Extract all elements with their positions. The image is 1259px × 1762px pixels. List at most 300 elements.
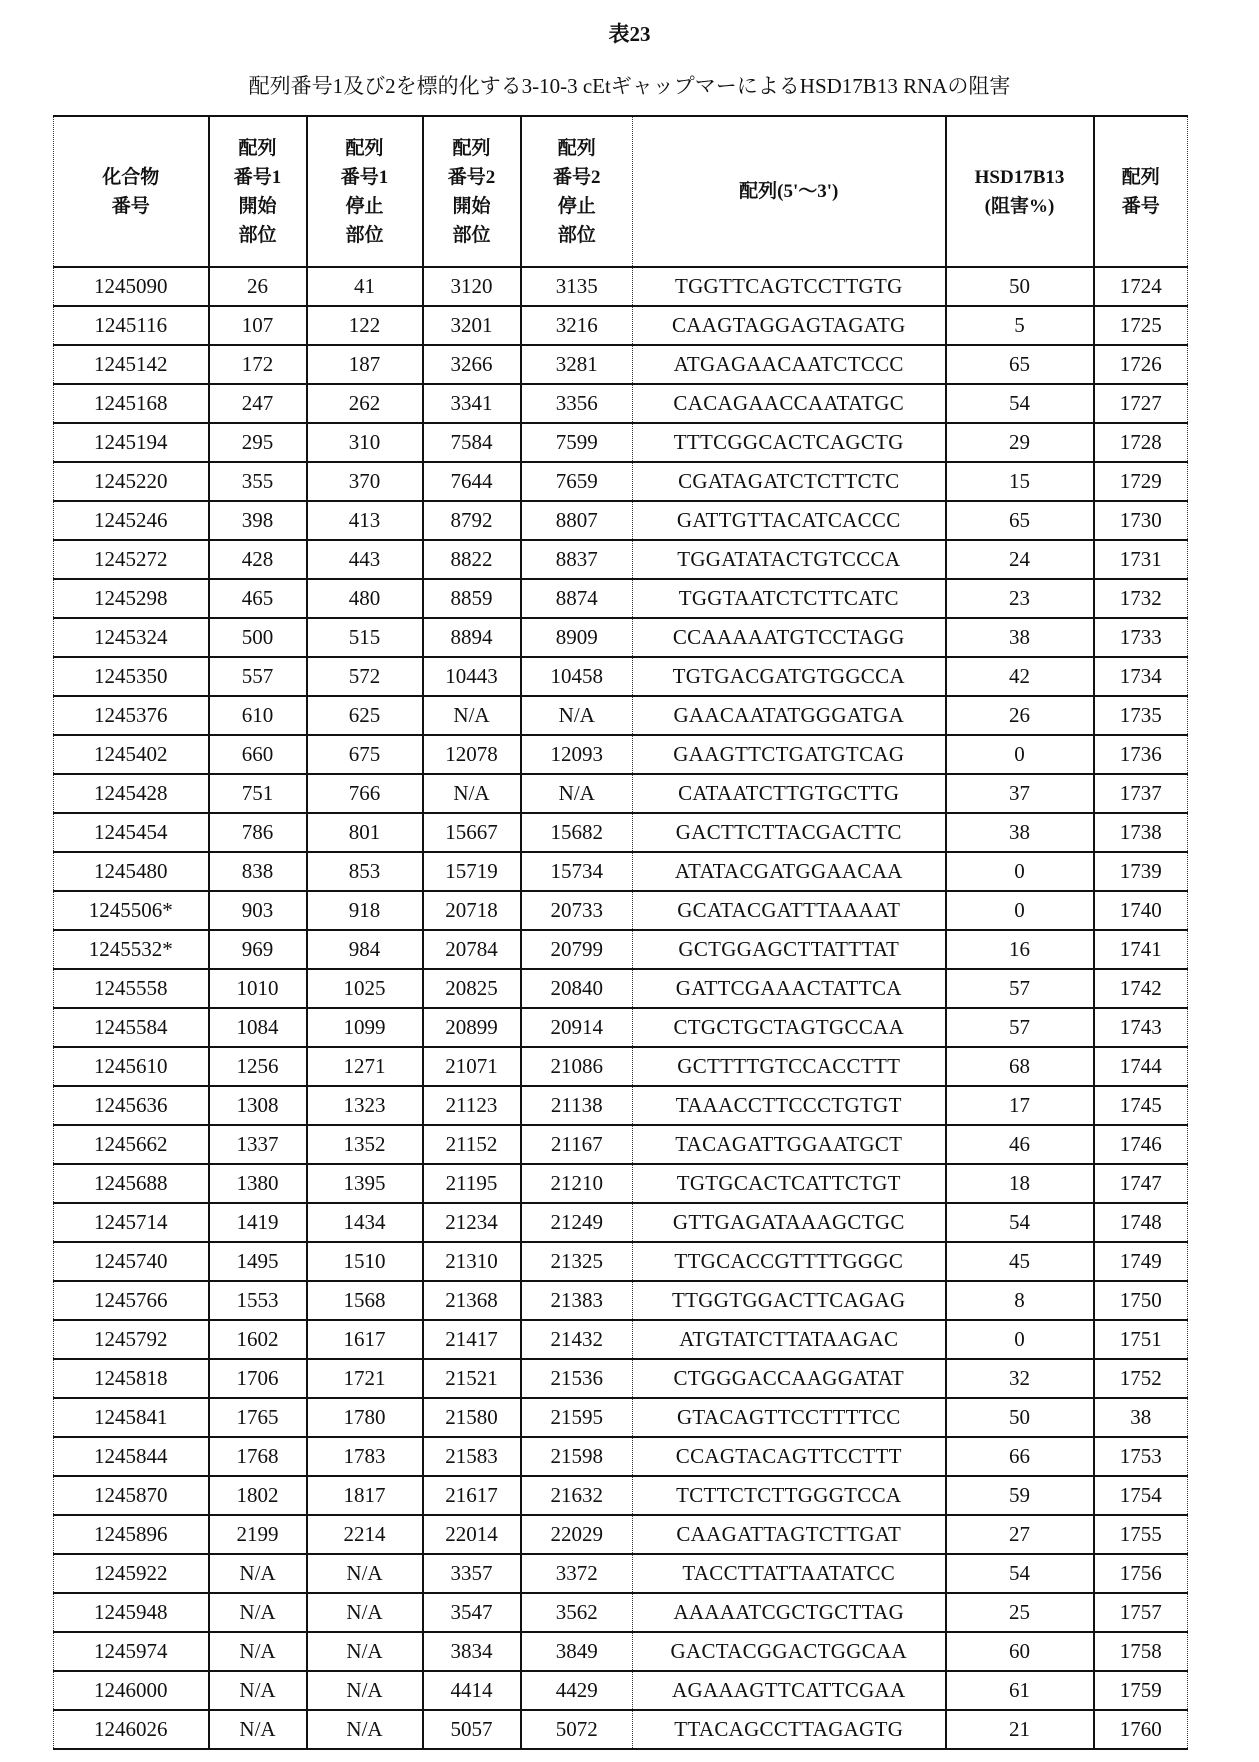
cell-seq1-start: 969 [209, 930, 307, 969]
cell-inhibition-percent: 38 [946, 813, 1094, 852]
cell-seq1-start: 355 [209, 462, 307, 501]
cell-compound-number: 1245688 [54, 1164, 209, 1203]
cell-seq1-stop: N/A [307, 1593, 423, 1632]
cell-seq2-start: 20784 [423, 930, 521, 969]
cell-seq1-start: 1337 [209, 1125, 307, 1164]
cell-compound-number: 1245870 [54, 1476, 209, 1515]
cell-inhibition-percent: 66 [946, 1437, 1094, 1476]
cell-inhibition-percent: 54 [946, 1554, 1094, 1593]
cell-seq2-stop: 7659 [521, 462, 633, 501]
cell-seq1-stop: 1271 [307, 1047, 423, 1086]
cell-seq-id-number: 1752 [1094, 1359, 1188, 1398]
cell-seq2-start: 7584 [423, 423, 521, 462]
table-title: 表23 [608, 22, 651, 46]
cell-inhibition-percent: 21 [946, 1710, 1094, 1749]
cell-seq2-stop: 8837 [521, 540, 633, 579]
cell-sequence: CATAATCTTGTGCTTG [633, 774, 946, 813]
cell-seq-id-number: 1728 [1094, 423, 1188, 462]
cell-inhibition-percent: 25 [946, 1593, 1094, 1632]
cell-seq-id-number: 1744 [1094, 1047, 1188, 1086]
cell-compound-number: 1245974 [54, 1632, 209, 1671]
table-row [54, 1086, 1188, 1125]
cell-sequence: TGGTAATCTCTTCATC [633, 579, 946, 618]
cell-seq2-start: 3120 [423, 267, 521, 306]
table-row [54, 579, 1188, 618]
cell-seq2-stop: 22029 [521, 1515, 633, 1554]
table-row [54, 1515, 1188, 1554]
table-row [54, 345, 1188, 384]
cell-seq1-stop: 625 [307, 696, 423, 735]
cell-seq2-start: 5057 [423, 1710, 521, 1749]
cell-seq1-start: 610 [209, 696, 307, 735]
cell-seq2-stop: 21595 [521, 1398, 633, 1437]
cell-seq2-stop: 4429 [521, 1671, 633, 1710]
table-row [54, 930, 1188, 969]
cell-compound-number: 1245246 [54, 501, 209, 540]
cell-seq2-start: 4414 [423, 1671, 521, 1710]
cell-seq-id-number: 1747 [1094, 1164, 1188, 1203]
cell-sequence: TTTCGGCACTCAGCTG [633, 423, 946, 462]
cell-seq1-stop: N/A [307, 1710, 423, 1749]
cell-compound-number: 1245558 [54, 969, 209, 1008]
table-row [54, 969, 1188, 1008]
header-seq1-start-site: 配列 番号1 開始 部位 [209, 116, 307, 267]
cell-inhibition-percent: 37 [946, 774, 1094, 813]
cell-seq-id-number: 1727 [1094, 384, 1188, 423]
cell-sequence: TACAGATTGGAATGCT [633, 1125, 946, 1164]
cell-seq1-start: 1706 [209, 1359, 307, 1398]
cell-seq2-start: 12078 [423, 735, 521, 774]
cell-seq2-start: 21417 [423, 1320, 521, 1359]
cell-seq1-start: 172 [209, 345, 307, 384]
cell-seq-id-number: 1726 [1094, 345, 1188, 384]
cell-sequence: CTGGGACCAAGGATAT [633, 1359, 946, 1398]
cell-sequence: ATATACGATGGAACAA [633, 852, 946, 891]
cell-seq2-stop: 3216 [521, 306, 633, 345]
cell-seq1-start: 557 [209, 657, 307, 696]
inhibition-data-table [53, 115, 1188, 1750]
cell-seq2-start: 21195 [423, 1164, 521, 1203]
cell-sequence: TACCTTATTAATATCC [633, 1554, 946, 1593]
cell-seq1-stop: 2214 [307, 1515, 423, 1554]
cell-seq-id-number: 1754 [1094, 1476, 1188, 1515]
cell-seq2-start: 3341 [423, 384, 521, 423]
cell-compound-number: 1245818 [54, 1359, 209, 1398]
cell-seq1-start: 1419 [209, 1203, 307, 1242]
cell-compound-number: 1245116 [54, 306, 209, 345]
cell-inhibition-percent: 57 [946, 969, 1094, 1008]
cell-seq1-stop: 1323 [307, 1086, 423, 1125]
cell-inhibition-percent: 16 [946, 930, 1094, 969]
header-inhibition-percent: HSD17B13 (阻害%) [946, 116, 1094, 267]
table-row [54, 852, 1188, 891]
cell-seq1-stop: 262 [307, 384, 423, 423]
cell-seq2-stop: 20840 [521, 969, 633, 1008]
cell-seq2-stop: 21632 [521, 1476, 633, 1515]
table-row [54, 1710, 1188, 1749]
cell-seq2-start: 21580 [423, 1398, 521, 1437]
cell-compound-number: 1245324 [54, 618, 209, 657]
cell-compound-number: 1245532* [54, 930, 209, 969]
cell-seq-id-number: 1750 [1094, 1281, 1188, 1320]
cell-sequence: TAAACCTTCCCTGTGT [633, 1086, 946, 1125]
cell-seq2-start: 21521 [423, 1359, 521, 1398]
cell-inhibition-percent: 27 [946, 1515, 1094, 1554]
table-row [54, 1632, 1188, 1671]
cell-seq2-start: 21617 [423, 1476, 521, 1515]
cell-seq1-stop: 1817 [307, 1476, 423, 1515]
cell-inhibition-percent: 0 [946, 735, 1094, 774]
cell-seq1-stop: 1721 [307, 1359, 423, 1398]
cell-sequence: TGTGACGATGTGGCCA [633, 657, 946, 696]
cell-seq-id-number: 1743 [1094, 1008, 1188, 1047]
cell-seq-id-number: 1730 [1094, 501, 1188, 540]
cell-inhibition-percent: 18 [946, 1164, 1094, 1203]
cell-compound-number: 1245792 [54, 1320, 209, 1359]
cell-seq1-start: 1495 [209, 1242, 307, 1281]
cell-seq2-start: 20718 [423, 891, 521, 930]
cell-seq1-start: N/A [209, 1671, 307, 1710]
cell-seq1-start: 1765 [209, 1398, 307, 1437]
table-row [54, 813, 1188, 852]
cell-sequence: TTACAGCCTTAGAGTG [633, 1710, 946, 1749]
cell-seq1-stop: 413 [307, 501, 423, 540]
table-row [54, 1008, 1188, 1047]
cell-seq-id-number: 1748 [1094, 1203, 1188, 1242]
cell-seq2-start: 15719 [423, 852, 521, 891]
cell-seq2-stop: 12093 [521, 735, 633, 774]
cell-seq1-stop: 1783 [307, 1437, 423, 1476]
cell-seq1-stop: N/A [307, 1554, 423, 1593]
cell-sequence: CACAGAACCAATATGC [633, 384, 946, 423]
cell-inhibition-percent: 50 [946, 267, 1094, 306]
cell-seq2-start: N/A [423, 774, 521, 813]
cell-compound-number: 1245922 [54, 1554, 209, 1593]
cell-inhibition-percent: 45 [946, 1242, 1094, 1281]
cell-seq2-start: 21368 [423, 1281, 521, 1320]
cell-seq1-start: 1256 [209, 1047, 307, 1086]
cell-compound-number: 1245740 [54, 1242, 209, 1281]
cell-sequence: TTGCACCGTTTTGGGC [633, 1242, 946, 1281]
cell-seq-id-number: 1742 [1094, 969, 1188, 1008]
header-compound-number: 化合物 番号 [54, 116, 209, 267]
cell-seq2-stop: 21536 [521, 1359, 633, 1398]
header-seq2-start-site: 配列 番号2 開始 部位 [423, 116, 521, 267]
cell-compound-number: 1245168 [54, 384, 209, 423]
table-row [54, 774, 1188, 813]
cell-compound-number: 1245896 [54, 1515, 209, 1554]
table-row [54, 657, 1188, 696]
cell-seq-id-number: 1739 [1094, 852, 1188, 891]
cell-sequence: ATGTATCTTATAAGAC [633, 1320, 946, 1359]
cell-seq1-stop: 1352 [307, 1125, 423, 1164]
cell-compound-number: 1245844 [54, 1437, 209, 1476]
cell-seq2-stop: 20733 [521, 891, 633, 930]
cell-seq2-stop: 15734 [521, 852, 633, 891]
table-row [54, 1437, 1188, 1476]
cell-seq2-stop: 8909 [521, 618, 633, 657]
cell-seq2-stop: 5072 [521, 1710, 633, 1749]
cell-sequence: GATTCGAAACTATTCA [633, 969, 946, 1008]
cell-inhibition-percent: 5 [946, 306, 1094, 345]
cell-inhibition-percent: 17 [946, 1086, 1094, 1125]
cell-compound-number: 1245142 [54, 345, 209, 384]
cell-seq1-start: 660 [209, 735, 307, 774]
cell-seq2-stop: 3135 [521, 267, 633, 306]
cell-seq2-start: 20899 [423, 1008, 521, 1047]
cell-seq1-start: 428 [209, 540, 307, 579]
cell-compound-number: 1245714 [54, 1203, 209, 1242]
cell-sequence: GTACAGTTCCTTTTCC [633, 1398, 946, 1437]
cell-seq1-stop: 572 [307, 657, 423, 696]
cell-seq2-stop: 21167 [521, 1125, 633, 1164]
cell-sequence: CGATAGATCTCTTCTC [633, 462, 946, 501]
cell-sequence: GTTGAGATAAAGCTGC [633, 1203, 946, 1242]
cell-seq1-stop: 766 [307, 774, 423, 813]
cell-sequence: CCAAAAATGTCCTAGG [633, 618, 946, 657]
table-row [54, 267, 1188, 306]
header-seq2-stop-site: 配列 番号2 停止 部位 [521, 116, 633, 267]
cell-seq-id-number: 1725 [1094, 306, 1188, 345]
cell-compound-number: 1245090 [54, 267, 209, 306]
cell-compound-number: 1245662 [54, 1125, 209, 1164]
cell-seq-id-number: 1756 [1094, 1554, 1188, 1593]
cell-sequence: GACTTCTTACGACTTC [633, 813, 946, 852]
cell-seq2-stop: 8874 [521, 579, 633, 618]
cell-seq2-stop: N/A [521, 774, 633, 813]
table-row [54, 1593, 1188, 1632]
cell-sequence: AGAAAGTTCATTCGAA [633, 1671, 946, 1710]
cell-seq1-start: 465 [209, 579, 307, 618]
cell-sequence: AAAAATCGCTGCTTAG [633, 1593, 946, 1632]
cell-seq-id-number: 1732 [1094, 579, 1188, 618]
table-row [54, 1320, 1188, 1359]
table-row [54, 384, 1188, 423]
cell-seq2-start: 7644 [423, 462, 521, 501]
cell-sequence: CCAGTACAGTTCCTTT [633, 1437, 946, 1476]
cell-sequence: GAACAATATGGGATGA [633, 696, 946, 735]
cell-compound-number: 1245350 [54, 657, 209, 696]
cell-seq-id-number: 1736 [1094, 735, 1188, 774]
cell-seq2-start: 21071 [423, 1047, 521, 1086]
cell-seq1-start: N/A [209, 1554, 307, 1593]
cell-inhibition-percent: 0 [946, 852, 1094, 891]
cell-seq1-stop: N/A [307, 1632, 423, 1671]
cell-compound-number: 1245220 [54, 462, 209, 501]
cell-seq2-start: 3201 [423, 306, 521, 345]
cell-sequence: GCTTTTGTCCACCTTT [633, 1047, 946, 1086]
cell-inhibition-percent: 8 [946, 1281, 1094, 1320]
cell-seq2-stop: 21249 [521, 1203, 633, 1242]
cell-compound-number: 1245454 [54, 813, 209, 852]
cell-compound-number: 1245948 [54, 1593, 209, 1632]
cell-seq2-stop: 15682 [521, 813, 633, 852]
header-row [54, 116, 1188, 267]
cell-seq1-stop: 1395 [307, 1164, 423, 1203]
table-caption: 配列番号1及び2を標的化する3-10-3 cEtギャップマーによるHSD17B13 RNAの阻害 [248, 74, 1011, 98]
cell-seq1-stop: 122 [307, 306, 423, 345]
cell-compound-number: 1245610 [54, 1047, 209, 1086]
cell-seq2-start: 10443 [423, 657, 521, 696]
cell-seq-id-number: 1758 [1094, 1632, 1188, 1671]
table-row [54, 462, 1188, 501]
cell-compound-number: 1245766 [54, 1281, 209, 1320]
cell-seq-id-number: 1734 [1094, 657, 1188, 696]
cell-seq2-start: 21234 [423, 1203, 521, 1242]
cell-seq-id-number: 1729 [1094, 462, 1188, 501]
cell-seq1-start: 2199 [209, 1515, 307, 1554]
cell-seq2-start: 8822 [423, 540, 521, 579]
cell-seq1-stop: 1510 [307, 1242, 423, 1281]
cell-inhibition-percent: 65 [946, 501, 1094, 540]
cell-seq-id-number: 1751 [1094, 1320, 1188, 1359]
cell-seq2-stop: 21086 [521, 1047, 633, 1086]
cell-seq2-stop: 7599 [521, 423, 633, 462]
cell-seq-id-number: 38 [1094, 1398, 1188, 1437]
cell-seq1-start: 1768 [209, 1437, 307, 1476]
table-row [54, 696, 1188, 735]
table-row [54, 501, 1188, 540]
cell-sequence: GATTGTTACATCACCC [633, 501, 946, 540]
cell-sequence: TTGGTGGACTTCAGAG [633, 1281, 946, 1320]
header-seq1-stop-site: 配列 番号1 停止 部位 [307, 116, 423, 267]
cell-inhibition-percent: 0 [946, 891, 1094, 930]
table-row [54, 540, 1188, 579]
cell-seq2-stop: 21138 [521, 1086, 633, 1125]
table-row [54, 306, 1188, 345]
cell-inhibition-percent: 54 [946, 1203, 1094, 1242]
table-row [54, 1398, 1188, 1437]
cell-compound-number: 1245272 [54, 540, 209, 579]
cell-sequence: GACTACGGACTGGCAA [633, 1632, 946, 1671]
cell-sequence: CAAGATTAGTCTTGAT [633, 1515, 946, 1554]
cell-seq-id-number: 1733 [1094, 618, 1188, 657]
cell-seq1-start: 398 [209, 501, 307, 540]
cell-sequence: TGGATATACTGTCCCA [633, 540, 946, 579]
cell-inhibition-percent: 32 [946, 1359, 1094, 1398]
cell-sequence: ATGAGAACAATCTCCC [633, 345, 946, 384]
cell-seq1-start: 295 [209, 423, 307, 462]
cell-seq1-stop: 370 [307, 462, 423, 501]
cell-seq2-stop: 3562 [521, 1593, 633, 1632]
cell-seq1-start: 1602 [209, 1320, 307, 1359]
cell-compound-number: 1245428 [54, 774, 209, 813]
cell-compound-number: 1246000 [54, 1671, 209, 1710]
cell-seq2-stop: 20799 [521, 930, 633, 969]
cell-seq-id-number: 1753 [1094, 1437, 1188, 1476]
cell-inhibition-percent: 57 [946, 1008, 1094, 1047]
cell-seq1-stop: N/A [307, 1671, 423, 1710]
cell-seq1-start: 1010 [209, 969, 307, 1008]
cell-inhibition-percent: 24 [946, 540, 1094, 579]
header-sequence: 配列(5'〜3') [633, 116, 946, 267]
cell-seq-id-number: 1760 [1094, 1710, 1188, 1749]
cell-inhibition-percent: 42 [946, 657, 1094, 696]
cell-seq2-start: 3834 [423, 1632, 521, 1671]
cell-seq1-start: 247 [209, 384, 307, 423]
cell-seq1-start: N/A [209, 1632, 307, 1671]
cell-inhibition-percent: 68 [946, 1047, 1094, 1086]
table-row [54, 1476, 1188, 1515]
cell-compound-number: 1245298 [54, 579, 209, 618]
cell-seq1-stop: 515 [307, 618, 423, 657]
cell-compound-number: 1245376 [54, 696, 209, 735]
cell-inhibition-percent: 59 [946, 1476, 1094, 1515]
cell-seq-id-number: 1741 [1094, 930, 1188, 969]
cell-seq-id-number: 1724 [1094, 267, 1188, 306]
cell-seq1-start: N/A [209, 1710, 307, 1749]
table-row [54, 423, 1188, 462]
cell-sequence: GAAGTTCTGATGTCAG [633, 735, 946, 774]
cell-compound-number: 1245402 [54, 735, 209, 774]
cell-seq1-start: 838 [209, 852, 307, 891]
cell-seq1-stop: 1617 [307, 1320, 423, 1359]
cell-sequence: GCATACGATTTAAAAT [633, 891, 946, 930]
table-row [54, 1125, 1188, 1164]
cell-seq-id-number: 1755 [1094, 1515, 1188, 1554]
cell-inhibition-percent: 50 [946, 1398, 1094, 1437]
cell-seq2-start: 15667 [423, 813, 521, 852]
cell-seq2-start: 3357 [423, 1554, 521, 1593]
cell-seq1-stop: 1780 [307, 1398, 423, 1437]
cell-seq1-start: N/A [209, 1593, 307, 1632]
cell-seq1-stop: 984 [307, 930, 423, 969]
cell-inhibition-percent: 26 [946, 696, 1094, 735]
cell-seq1-stop: 480 [307, 579, 423, 618]
cell-inhibition-percent: 29 [946, 423, 1094, 462]
table-row [54, 1164, 1188, 1203]
cell-seq-id-number: 1757 [1094, 1593, 1188, 1632]
cell-seq1-start: 1308 [209, 1086, 307, 1125]
cell-seq1-stop: 801 [307, 813, 423, 852]
cell-seq2-stop: 3356 [521, 384, 633, 423]
table-row [54, 618, 1188, 657]
cell-seq2-stop: 21432 [521, 1320, 633, 1359]
cell-seq2-stop: 8807 [521, 501, 633, 540]
cell-seq1-start: 751 [209, 774, 307, 813]
cell-seq-id-number: 1731 [1094, 540, 1188, 579]
cell-seq2-start: 21310 [423, 1242, 521, 1281]
cell-seq2-start: 21583 [423, 1437, 521, 1476]
cell-compound-number: 1245194 [54, 423, 209, 462]
cell-seq2-start: 22014 [423, 1515, 521, 1554]
cell-seq2-stop: 3849 [521, 1632, 633, 1671]
cell-seq2-stop: 21383 [521, 1281, 633, 1320]
cell-seq-id-number: 1738 [1094, 813, 1188, 852]
cell-seq1-stop: 918 [307, 891, 423, 930]
cell-compound-number: 1245480 [54, 852, 209, 891]
cell-seq2-start: 20825 [423, 969, 521, 1008]
cell-seq-id-number: 1759 [1094, 1671, 1188, 1710]
cell-seq1-stop: 310 [307, 423, 423, 462]
cell-seq1-start: 107 [209, 306, 307, 345]
cell-sequence: CTGCTGCTAGTGCCAA [633, 1008, 946, 1047]
cell-seq1-stop: 187 [307, 345, 423, 384]
cell-seq1-start: 786 [209, 813, 307, 852]
table-body [54, 267, 1188, 1749]
cell-inhibition-percent: 46 [946, 1125, 1094, 1164]
cell-inhibition-percent: 15 [946, 462, 1094, 501]
table-row [54, 1671, 1188, 1710]
cell-compound-number: 1246026 [54, 1710, 209, 1749]
cell-seq1-start: 1084 [209, 1008, 307, 1047]
cell-seq1-start: 1380 [209, 1164, 307, 1203]
cell-compound-number: 1245636 [54, 1086, 209, 1125]
table-row [54, 1242, 1188, 1281]
cell-sequence: CAAGTAGGAGTAGATG [633, 306, 946, 345]
table-row [54, 1203, 1188, 1242]
cell-seq1-stop: 443 [307, 540, 423, 579]
